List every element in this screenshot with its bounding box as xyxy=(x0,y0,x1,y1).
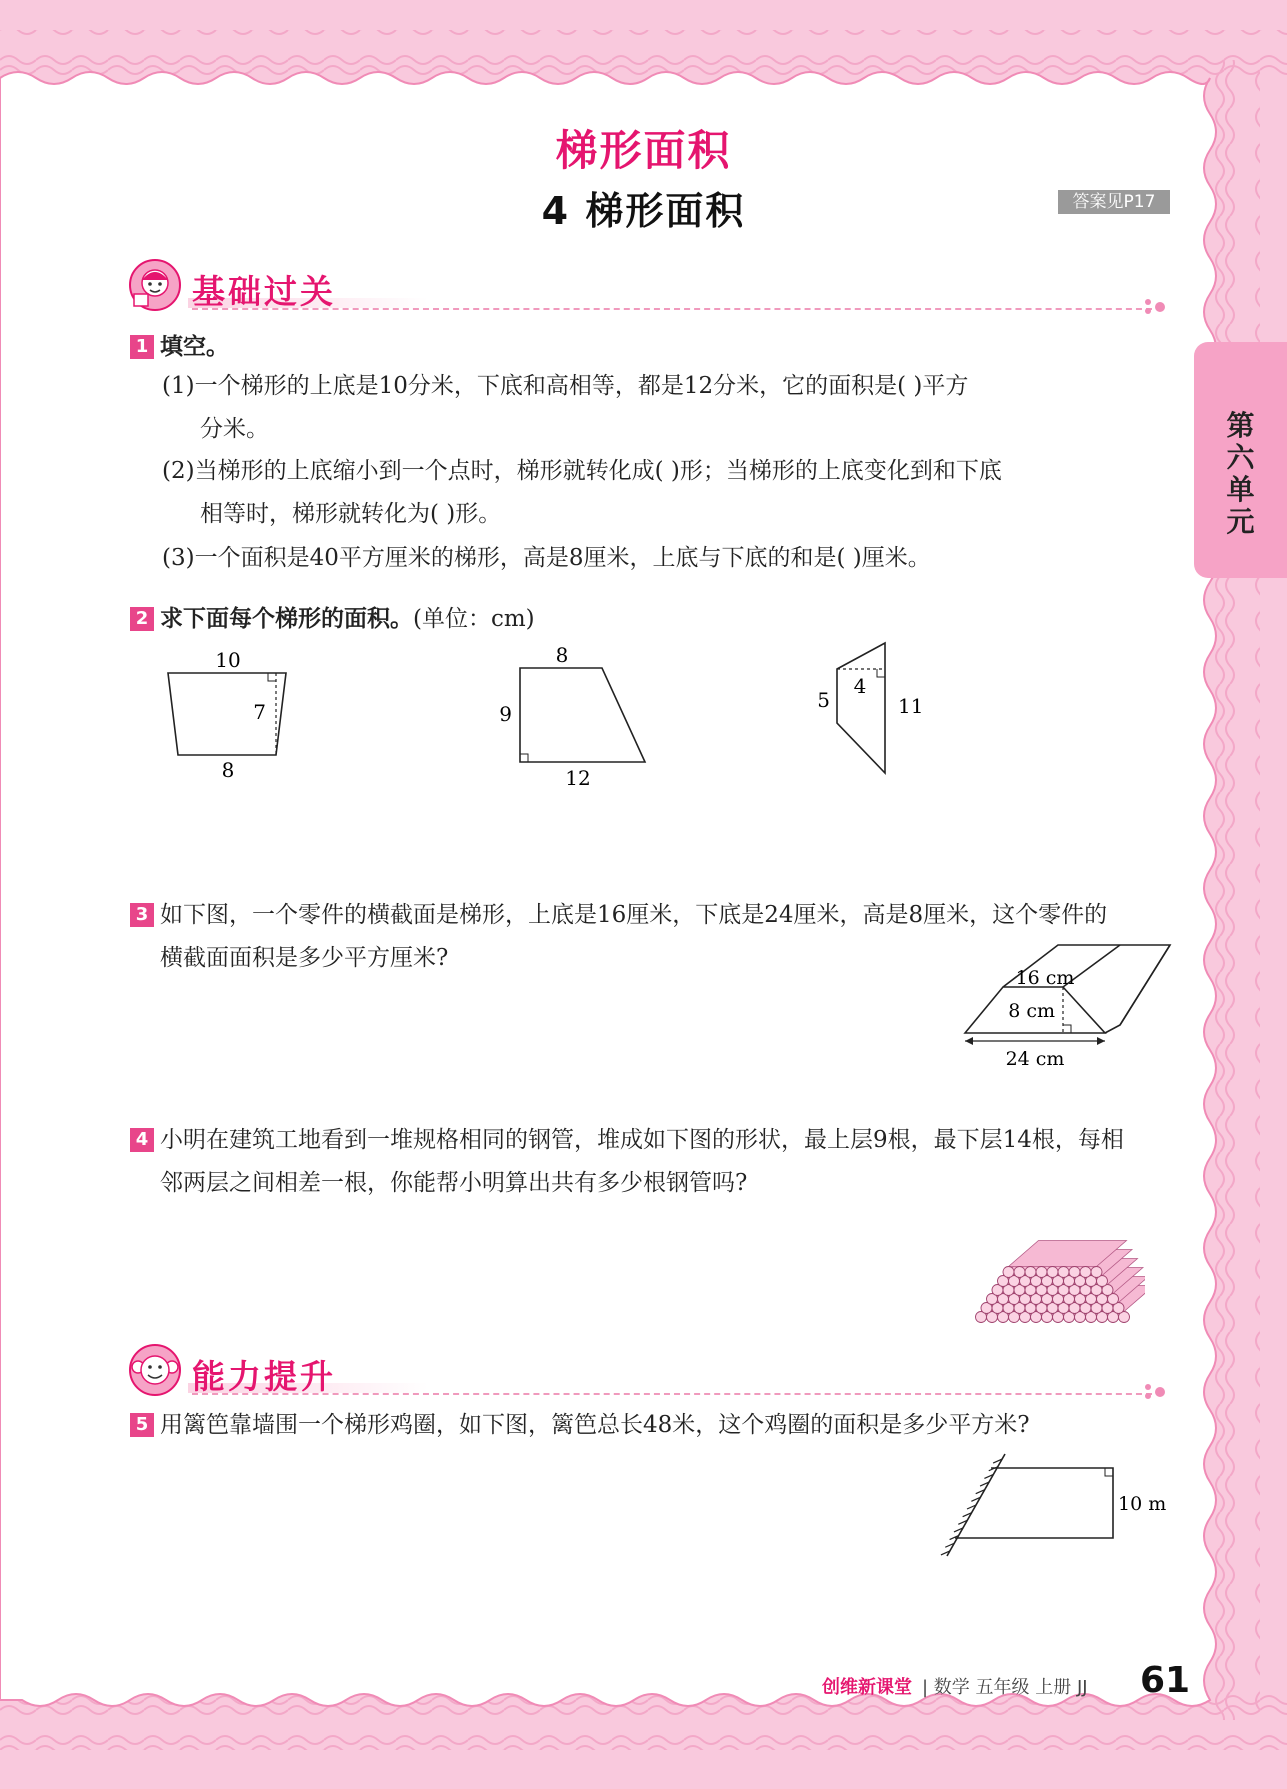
section-header-advanced xyxy=(128,1343,1168,1399)
unit-tab-char: 第 xyxy=(1226,409,1255,442)
question-number-badge: 5 xyxy=(130,1413,154,1437)
pipe-end xyxy=(1036,1267,1047,1278)
pipe-end xyxy=(1014,1267,1025,1278)
cartoon-monkey-icon xyxy=(128,1343,182,1397)
pipe-end xyxy=(1047,1267,1058,1278)
fig2-top-label: 8 xyxy=(555,643,569,667)
question-title: 填空。 xyxy=(160,334,229,360)
fig3-long-side-label: 11 xyxy=(898,694,924,718)
decor-dots-icon xyxy=(1142,1381,1168,1401)
q1-part2-line2: 相等时，梯形就转化为( )形。 xyxy=(200,501,502,527)
unit-tab-char: 元 xyxy=(1226,505,1255,538)
question-3-line1 xyxy=(130,894,1107,936)
question-number-badge: 2 xyxy=(130,607,154,631)
fig1-top-label: 10 xyxy=(215,648,241,672)
question-1-heading xyxy=(130,328,229,361)
prism-bottom-label: 24 cm xyxy=(1005,1048,1065,1070)
fig2-height-label: 9 xyxy=(499,702,512,726)
section-label: 基础过关 xyxy=(192,272,336,311)
question-4-line1 xyxy=(130,1119,1124,1161)
page-title: 梯形面积 xyxy=(555,126,732,175)
question-4-line2: 邻两层之间相差一根，你能帮小明算出共有多少根钢管吗? xyxy=(160,1170,748,1196)
pipe-end xyxy=(1080,1267,1091,1278)
q1-part1-line2: 分米。 xyxy=(200,416,269,442)
section-label: 能力提升 xyxy=(192,1357,336,1396)
prism-height-label: 8 cm xyxy=(1008,1000,1055,1022)
question-number-badge: 4 xyxy=(130,1128,154,1152)
question-2-heading xyxy=(130,600,535,633)
fig1-bottom-label: 8 xyxy=(221,758,235,782)
question-text: 小明在建筑工地看到一堆规格相同的钢管，堆成如下图的形状，最上层9根，最下层14根，每相 xyxy=(160,1127,1124,1153)
trapezoid-figure-1 xyxy=(150,645,310,785)
q1-part2-line1: (2)当梯形的上底缩小到一个点时，梯形就转化成( )形；当梯形的上底变化到和下底 xyxy=(162,458,1002,484)
section-header-basic xyxy=(128,258,1168,314)
pipe-end xyxy=(1003,1267,1014,1278)
pipe-end xyxy=(1069,1267,1080,1278)
pipe-end xyxy=(1025,1267,1036,1278)
pipe-end xyxy=(1091,1267,1102,1278)
unit-note: (单位：cm) xyxy=(413,606,535,632)
question-3-line2: 横截面面积是多少平方厘米? xyxy=(160,945,449,971)
question-text: 如下图，一个零件的横截面是梯形，上底是16厘米，下底是24厘米，高是8厘米，这个零件的 xyxy=(160,902,1108,928)
fig1-height-label: 7 xyxy=(253,700,266,724)
lesson-title: 4 梯形面积 xyxy=(541,189,746,233)
trapezoid-figure-2 xyxy=(490,640,660,790)
fig3-height-label: 4 xyxy=(853,674,867,698)
steel-pipe-stack-figure xyxy=(975,1225,1145,1325)
question-number-badge: 1 xyxy=(130,335,154,359)
fig2-bottom-label: 12 xyxy=(565,766,591,790)
page-number: 61 xyxy=(1140,1660,1191,1701)
trapezoid-figure-3 xyxy=(810,635,930,785)
prism-part-figure xyxy=(950,935,1180,1075)
question-title: 求下面每个梯形的面积。 xyxy=(160,606,413,632)
unit-tab-char: 六 xyxy=(1226,441,1255,474)
decor-dots-icon xyxy=(1142,296,1168,316)
footer-brand: 创维新课堂 xyxy=(822,1677,912,1698)
q1-part3: (3)一个面积是40平方厘米的梯形，高是8厘米，上底与下底的和是( )厘米。 xyxy=(162,545,931,571)
question-number-badge: 3 xyxy=(130,903,154,927)
unit-tab xyxy=(1194,342,1287,578)
q1-part1-line1: (1)一个梯形的上底是10分米，下底和高相等，都是12分米，它的面积是( )平方 xyxy=(162,373,969,399)
answer-reference-badge: 答案见P17 xyxy=(1058,190,1170,214)
chicken-coop-figure xyxy=(935,1450,1175,1560)
prism-top-label: 16 cm xyxy=(1015,967,1075,989)
unit-tab-char: 单 xyxy=(1226,473,1255,506)
fig3-short-side-label: 5 xyxy=(817,688,830,712)
coop-height-label: 10 m xyxy=(1118,1493,1167,1515)
question-5-line1 xyxy=(130,1404,1030,1446)
pipe-end xyxy=(1058,1267,1069,1278)
footer-book-info: | 数学 五年级 上册 JJ xyxy=(922,1677,1088,1698)
cartoon-girl-icon xyxy=(128,258,182,312)
question-text: 用篱笆靠墙围一个梯形鸡圈，如下图，篱笆总长48米，这个鸡圈的面积是多少平方米? xyxy=(160,1412,1030,1438)
